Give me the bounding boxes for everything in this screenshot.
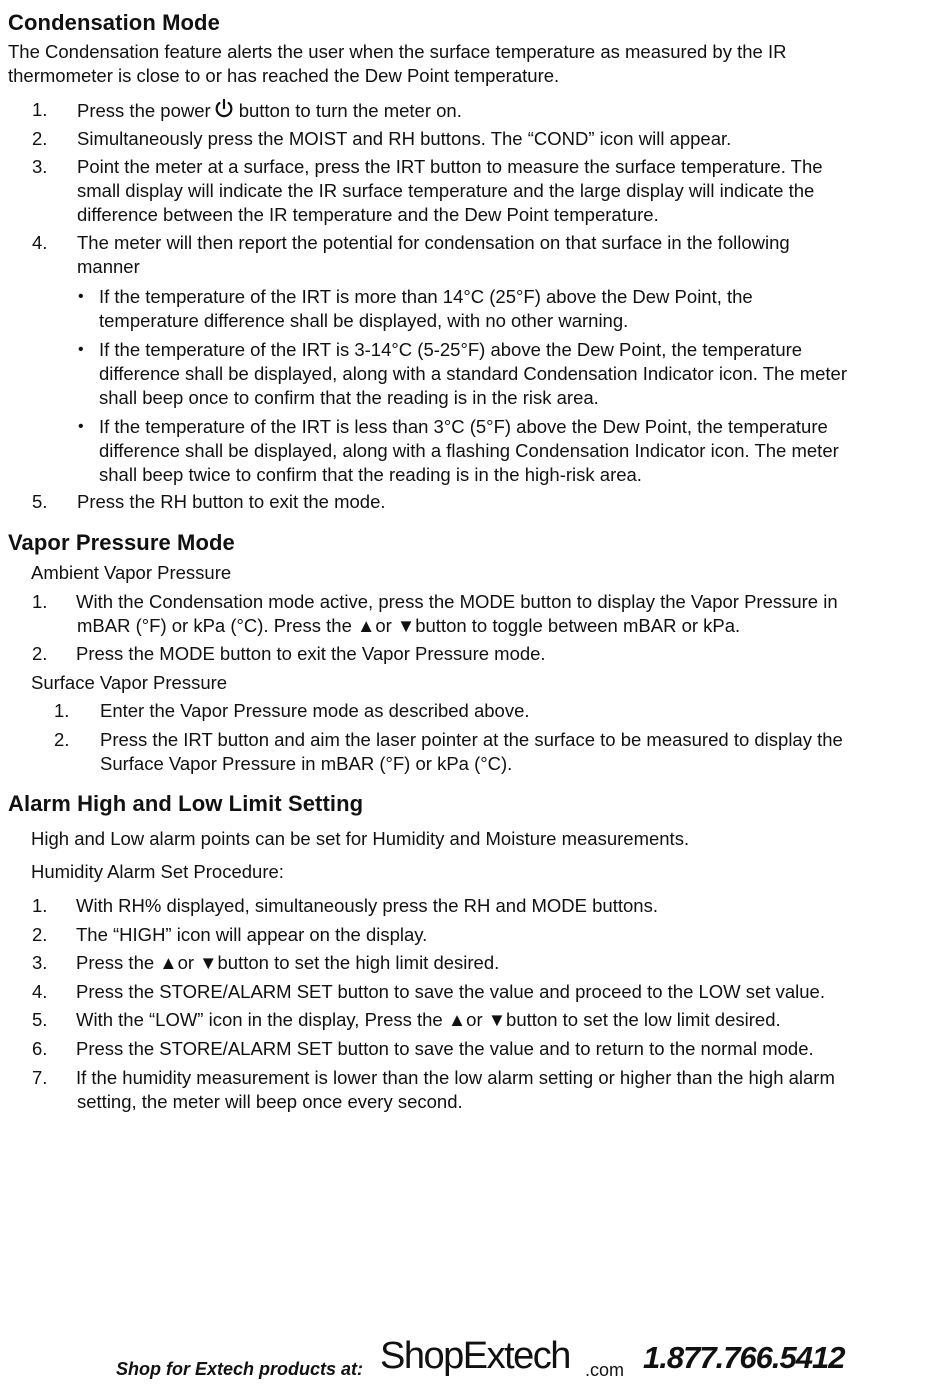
alarm-intro: High and Low alarm points can be set for Humidity and Moisture measurements.	[31, 828, 690, 849]
step-text-line: Press the STORE/ALARM SET button to save the value and proceed to the LOW set value.	[76, 981, 825, 1002]
bullet-dot-icon: •	[78, 288, 84, 305]
bullet-text-line: difference shall be displayed, along with a flashing Condensation Indicator icon. The meter	[99, 440, 839, 461]
bullet-dot-icon: •	[78, 341, 84, 358]
step-text-line: Surface Vapor Pressure in mBAR (°F) or kPa (°C).	[100, 753, 513, 774]
bullet-text-line: temperature difference shall be displayed, with no other warning.	[99, 310, 629, 331]
step-text-line: small display will indicate the IR surface temperature and the large display will indicate the	[77, 180, 815, 201]
step-text-line: Press the ▲or ▼button to set the high limit desired.	[76, 952, 500, 973]
step-text-before-icon: Press the power	[77, 100, 211, 121]
humidity-alarm-procedure-label: Humidity Alarm Set Procedure:	[31, 861, 284, 882]
bullet-text-line: If the temperature of the IRT is less than 3°C (5°F) above the Dew Point, the temperature	[99, 416, 828, 437]
step-number: 1.	[32, 895, 48, 916]
step-text-line: If the humidity measurement is lower than the low alarm setting or higher than the high alarm	[76, 1067, 835, 1088]
step-number: 3.	[32, 952, 48, 973]
step-number: 2.	[54, 729, 70, 750]
step-text-line: The “HIGH” icon will appear on the display.	[76, 924, 428, 945]
step-number: 6.	[32, 1038, 48, 1059]
condensation-intro-line-1: The Condensation feature alerts the user when the surface temperature as measured by the IR	[8, 41, 787, 62]
footer-domain-suffix: .com	[585, 1360, 625, 1380]
step-number: 5.	[32, 491, 48, 512]
condensation-mode-heading: Condensation Mode	[8, 10, 220, 35]
step-text-line: difference between the IR temperature and the Dew Point temperature.	[77, 204, 659, 225]
step-text-line: manner	[77, 256, 140, 277]
step-number: 1.	[32, 99, 48, 120]
alarm-limit-heading: Alarm High and Low Limit Setting	[8, 791, 364, 816]
step-number: 5.	[32, 1009, 48, 1030]
step-text-line: With RH% displayed, simultaneously press the RH and MODE buttons.	[76, 895, 658, 916]
ambient-vapor-label: Ambient Vapor Pressure	[31, 562, 232, 583]
step-text-line: Point the meter at a surface, press the IRT button to measure the surface temperature. The	[77, 156, 823, 177]
step-text-line: Press the STORE/ALARM SET button to save the value and to return to the normal mode.	[76, 1038, 814, 1059]
step-number: 7.	[32, 1067, 48, 1088]
step-number: 2.	[32, 643, 48, 664]
step-number: 2.	[32, 128, 48, 149]
step-text-line: Enter the Vapor Pressure mode as described above.	[100, 700, 530, 721]
step-text-line: mBAR (°F) or kPa (°C). Press the ▲or ▼button to toggle between mBAR or kPa.	[77, 615, 741, 636]
step-text-line: The meter will then report the potential for condensation on that surface in the following	[77, 232, 790, 253]
step-number: 1.	[32, 591, 48, 612]
surface-vapor-label: Surface Vapor Pressure	[31, 672, 228, 693]
power-icon	[213, 98, 235, 120]
bullet-text-line: difference shall be displayed, along with a standard Condensation Indicator icon. The meter	[99, 363, 848, 384]
step-number: 2.	[32, 924, 48, 945]
bullet-text-line: shall beep once to confirm that the reading is in the risk area.	[99, 387, 599, 408]
step-text: Simultaneously press the MOIST and RH buttons. The “COND” icon will appear.	[77, 128, 732, 149]
footer-shop-text: Shop for Extech products at:	[116, 1359, 364, 1379]
step-text: Press the RH button to exit the mode.	[77, 491, 386, 512]
bullet-text-line: shall beep twice to confirm that the reading is in the high-risk area.	[99, 464, 642, 485]
step-number: 4.	[32, 981, 48, 1002]
step-number: 3.	[32, 156, 48, 177]
step-text-line: With the “LOW” icon in the display, Press the ▲or ▼button to set the low limit desired.	[76, 1009, 781, 1030]
step-text	[77, 98, 462, 123]
condensation-intro-line-2: thermometer is close to or has reached the Dew Point temperature.	[8, 65, 560, 86]
step-text-after-icon: button to turn the meter on.	[238, 100, 462, 121]
bullet-dot-icon: •	[78, 418, 84, 435]
footer	[0, 1335, 950, 1390]
step-text-line: Press the MODE button to exit the Vapor Pressure mode.	[76, 643, 546, 664]
bullet-text-line: If the temperature of the IRT is more than 14°C (25°F) above the Dew Point, the	[99, 286, 753, 307]
footer-phone: 1.877.766.5412	[643, 1340, 845, 1375]
step-text-line: setting, the meter will beep once every second.	[77, 1091, 463, 1112]
vapor-pressure-heading: Vapor Pressure Mode	[8, 530, 235, 555]
step-number: 4.	[32, 232, 48, 253]
footer-brand-link[interactable]: ShopExtech	[380, 1335, 570, 1377]
step-number: 1.	[54, 700, 70, 721]
step-text-line: With the Condensation mode active, press the MODE button to display the Vapor Pressure in	[76, 591, 838, 612]
step-text-line: Press the IRT button and aim the laser pointer at the surface to be measured to display the	[100, 729, 843, 750]
bullet-text-line: If the temperature of the IRT is 3-14°C (5-25°F) above the Dew Point, the temperature	[99, 339, 803, 360]
